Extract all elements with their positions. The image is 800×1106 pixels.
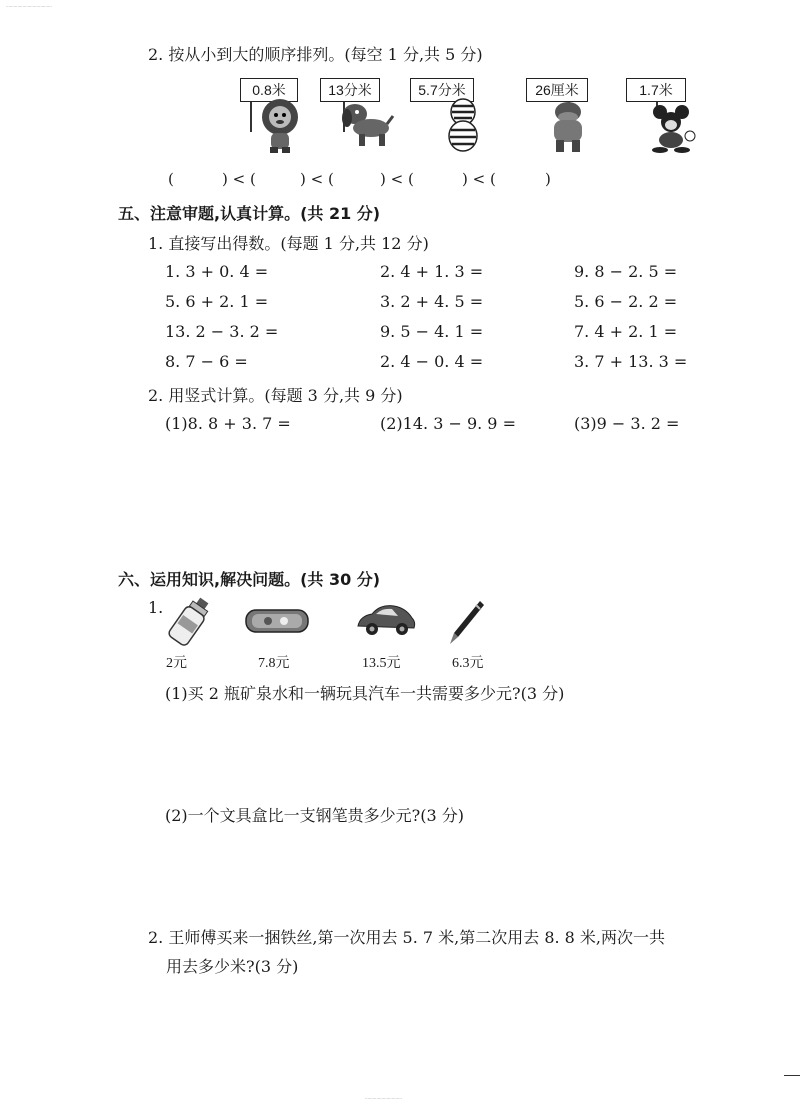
section5-q1-title: 1. 直接写出得数。(每题 1 分,共 12 分) bbox=[148, 234, 429, 253]
calc-item: 2. 4 − 0. 4 = bbox=[380, 352, 484, 371]
section5-q2-title: 2. 用竖式计算。(每题 3 分,共 9 分) bbox=[148, 386, 403, 405]
zebra-icon bbox=[440, 96, 486, 154]
calc-item: 3. 7 + 13. 3 = bbox=[574, 352, 688, 371]
section6-q2-line1: 2. 王师傅买来一捆铁丝,第一次用去 5. 7 米,第二次用去 8. 8 米,两次一共 bbox=[148, 928, 666, 947]
sign-3: 5.7分米 bbox=[410, 78, 474, 102]
sign-4: 26厘米 bbox=[526, 78, 588, 102]
calc-item: 2. 4 + 1. 3 = bbox=[380, 262, 484, 281]
section5-title: 五、注意审题,认真计算。(共 21 分) bbox=[118, 204, 381, 223]
hippo-icon bbox=[545, 100, 591, 154]
calc-item: 9. 5 − 4. 1 = bbox=[380, 322, 484, 341]
dog-icon bbox=[335, 100, 395, 148]
price-label: 2元 bbox=[166, 656, 187, 671]
fountain-pen-icon bbox=[446, 597, 486, 647]
water-bottle-icon bbox=[165, 594, 215, 648]
calc-item: 8. 7 − 6 = bbox=[165, 352, 248, 371]
calc-item: 9. 8 − 2. 5 = bbox=[574, 262, 678, 281]
vertical-calc-item: (2)14. 3 − 9. 9 = bbox=[380, 414, 516, 433]
section6-sub1: (1)买 2 瓶矿泉水和一辆玩具汽车一共需要多少元?(3 分) bbox=[165, 684, 565, 703]
sign-1: 0.8米 bbox=[240, 78, 298, 102]
vertical-calc-item: (1)8. 8 + 3. 7 = bbox=[165, 414, 291, 433]
section6-q2-line2: 用去多少米?(3 分) bbox=[166, 957, 299, 976]
lion-icon bbox=[255, 95, 305, 155]
mouse-icon bbox=[648, 104, 698, 154]
sign-2: 13分米 bbox=[320, 78, 380, 102]
calc-item: 3. 2 + 4. 5 = bbox=[380, 292, 484, 311]
page-edge-mark bbox=[784, 1075, 800, 1076]
section6-q1-label: 1. bbox=[148, 598, 164, 617]
header-note: ···································· bbox=[6, 4, 52, 9]
vertical-calc-item: (3)9 − 3. 2 = bbox=[574, 414, 680, 433]
footer-note: ····························· bbox=[365, 1096, 402, 1101]
calc-item: 13. 2 − 3. 2 = bbox=[165, 322, 279, 341]
toy-car-icon bbox=[354, 602, 418, 638]
price-label: 7.8元 bbox=[258, 656, 290, 671]
calc-item: 5. 6 + 2. 1 = bbox=[165, 292, 269, 311]
price-label: 13.5元 bbox=[362, 656, 401, 671]
section6-title: 六、运用知识,解决问题。(共 30 分) bbox=[118, 570, 381, 589]
section6-sub2: (2)一个文具盒比一支钢笔贵多少元?(3 分) bbox=[165, 806, 464, 825]
price-label: 6.3元 bbox=[452, 656, 484, 671]
calc-item: 5. 6 − 2. 2 = bbox=[574, 292, 678, 311]
calc-item: 1. 3 + 0. 4 = bbox=[165, 262, 269, 281]
sign-5: 1.7米 bbox=[626, 78, 686, 102]
calc-item: 7. 4 + 2. 1 = bbox=[574, 322, 678, 341]
pencil-case-icon bbox=[244, 604, 310, 638]
order-question-title: 2. 按从小到大的顺序排列。(每空 1 分,共 5 分) bbox=[148, 45, 483, 64]
